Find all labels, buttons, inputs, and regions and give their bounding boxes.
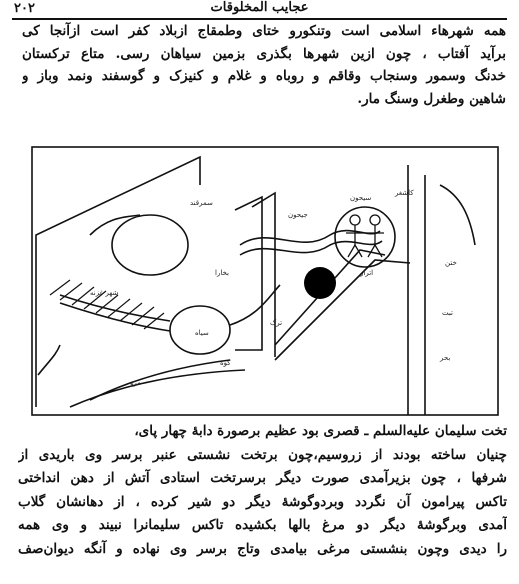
map-label: جیحون xyxy=(288,211,308,219)
map-emblem xyxy=(335,207,395,267)
map-label: کوه xyxy=(220,359,231,367)
turkestan-map xyxy=(30,145,500,417)
map-road xyxy=(235,197,262,350)
map-line xyxy=(38,345,60,375)
text-line: تخت سلیمان علیه‌السلم ـ قصری بود عظیم برصورة دابهٔ چهار پای، xyxy=(134,423,507,439)
text-line: را دیدی وچون بنشستی مرغی بیامدی وتاج برسر وی نهاده و آنگه دیوان‌صف xyxy=(18,540,507,557)
map-label: ترک xyxy=(270,319,283,327)
map-label: شهر غزنه xyxy=(90,289,119,297)
map-line xyxy=(275,250,385,345)
map-lake xyxy=(112,215,188,275)
text-line: شاهین وطغرل وسنگ مار. xyxy=(357,90,506,107)
page-header xyxy=(0,0,519,20)
map-road xyxy=(252,193,275,357)
text-line: تاکس پیرامون آن نگردد وبردوگوشهٔ دیگر دو شیر کرده ، از دهانشان گلاب xyxy=(18,493,507,510)
text-line: چنیان ساخته بودند از زروسیم،چون برتخت نشستی عنبر برسر وی باریدی از xyxy=(18,446,507,463)
text-line: همه شهرهاء اسلامی است وتنکورو ختای وطمقاج ازبلاد کفر است ازآنجا کی xyxy=(22,23,506,39)
map-drawing xyxy=(30,145,500,417)
map-label: ختن xyxy=(445,259,457,267)
map-label: سیحون xyxy=(350,194,372,202)
map-label: اترار xyxy=(360,269,374,277)
running-title: عجایب المخلوقات xyxy=(210,0,309,15)
text-line: خدنگ وسمور وسنجاب وقاقم و روباه و غلام و کنیزک و گوسفند ونمد وباز و xyxy=(22,68,506,84)
map-label: تبت xyxy=(442,309,453,317)
map-black-dot xyxy=(304,267,336,299)
map-label: سیاه xyxy=(195,329,209,337)
paragraph-bottom xyxy=(18,420,507,561)
map-label: بحر xyxy=(440,354,451,362)
text-line: شرفها ، چون بزیرآمدی صورت دیگر برسرتخت استادی آتش از دهن انداختی xyxy=(18,470,507,486)
map-label: مرو xyxy=(130,379,141,387)
text-line: برآید آفتاب ، چون ازین شهرها بگذری بزمین سیاهان رسی. متاع ترکستان xyxy=(22,45,506,62)
page-number: ۲۰۲ xyxy=(14,1,35,16)
map-label: سمرقند xyxy=(190,199,213,207)
text-line: آمدی وبرگوشهٔ دیگر دو مرغ بالها بکشیده تاکس سلیمانرا نبیند و وی همه xyxy=(18,517,507,533)
paragraph-top xyxy=(22,20,506,110)
map-label: کاشغر xyxy=(395,189,414,197)
map-frame xyxy=(32,147,498,415)
map-label: بخارا xyxy=(215,269,229,277)
map-road xyxy=(70,370,245,407)
map-line xyxy=(275,260,410,360)
map-line xyxy=(440,185,475,245)
